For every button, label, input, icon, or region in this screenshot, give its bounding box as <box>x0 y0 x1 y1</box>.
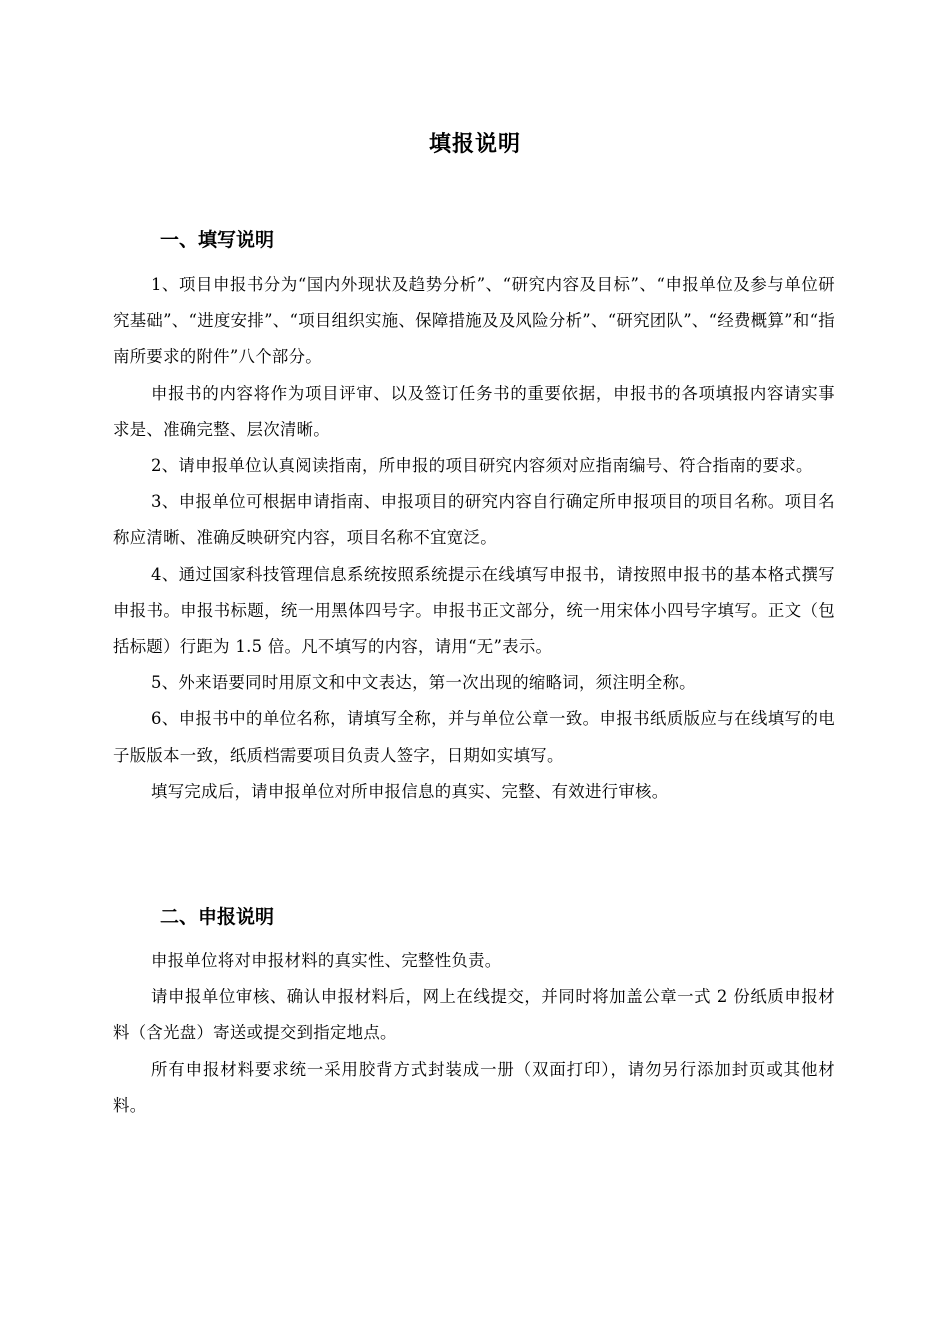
paragraph: 申报书的内容将作为项目评审、以及签订任务书的重要依据，申报书的各项填报内容请实事求是、准确完整、层次清晰。 <box>113 383 835 439</box>
paragraph: 1、项目申报书分为“国内外现状及趋势分析”、“研究内容及目标”、“申报单位及参与单位研究基础”、“进度安排”、“项目组织实施、保障措施及及风险分析”、“研究团队”、“经费概算”和“指南所要求的附件”八个部分。 <box>113 275 835 367</box>
paragraph: 所有申报材料要求统一采用胶背方式封装成一册（双面打印），请勿另行添加封页或其他材料。 <box>113 1059 835 1115</box>
document-title: 填报说明 <box>428 132 521 157</box>
paragraph: 申报单位将对申报材料的真实性、完整性负责。 <box>151 951 502 970</box>
section-submission-instructions-body <box>113 943 835 1124</box>
section-heading-fill-instructions: 一、填写说明 <box>160 229 275 251</box>
paragraph: 5、外来语要同时用原文和中文表达，第一次出现的缩略词，须注明全称。 <box>151 673 696 693</box>
paragraph: 4、通过国家科技管理信息系统按照系统提示在线填写申报书，请按照申报书的基本格式撰写申报书。申报书标题，统一用黑体四号字。申报书正文部分，统一用宋体小四号字填写。正文（包括标题）行距为 1.5 倍。凡不填写的内容，请用“无”表示。 <box>113 564 835 657</box>
section-heading-submission-instructions: 二、申报说明 <box>160 906 275 928</box>
paragraph: 请申报单位审核、确认申报材料后，网上在线提交，并同时将加盖公章一式 2 份纸质申报材料（含光盘）寄送或提交到指定地点。 <box>113 987 835 1043</box>
paragraph: 填写完成后，请申报单位对所申报信息的真实、完整、有效进行审核。 <box>151 781 669 801</box>
section-fill-instructions-body <box>113 267 835 810</box>
paragraph: 3、申报单位可根据申请指南、申报项目的研究内容自行确定所申报项目的项目名称。项目名称应清晰、准确反映研究内容，项目名称不宜宽泛。 <box>113 492 835 548</box>
paragraph: 6、申报书中的单位名称，请填写全称，并与单位公章一致。申报书纸质版应与在线填写的电子版版本一致，纸质档需要项目负责人签字，日期如实填写。 <box>113 709 835 765</box>
paragraph: 2、请申报单位认真阅读指南，所申报的项目研究内容须对应指南编号、符合指南的要求。 <box>151 456 813 476</box>
